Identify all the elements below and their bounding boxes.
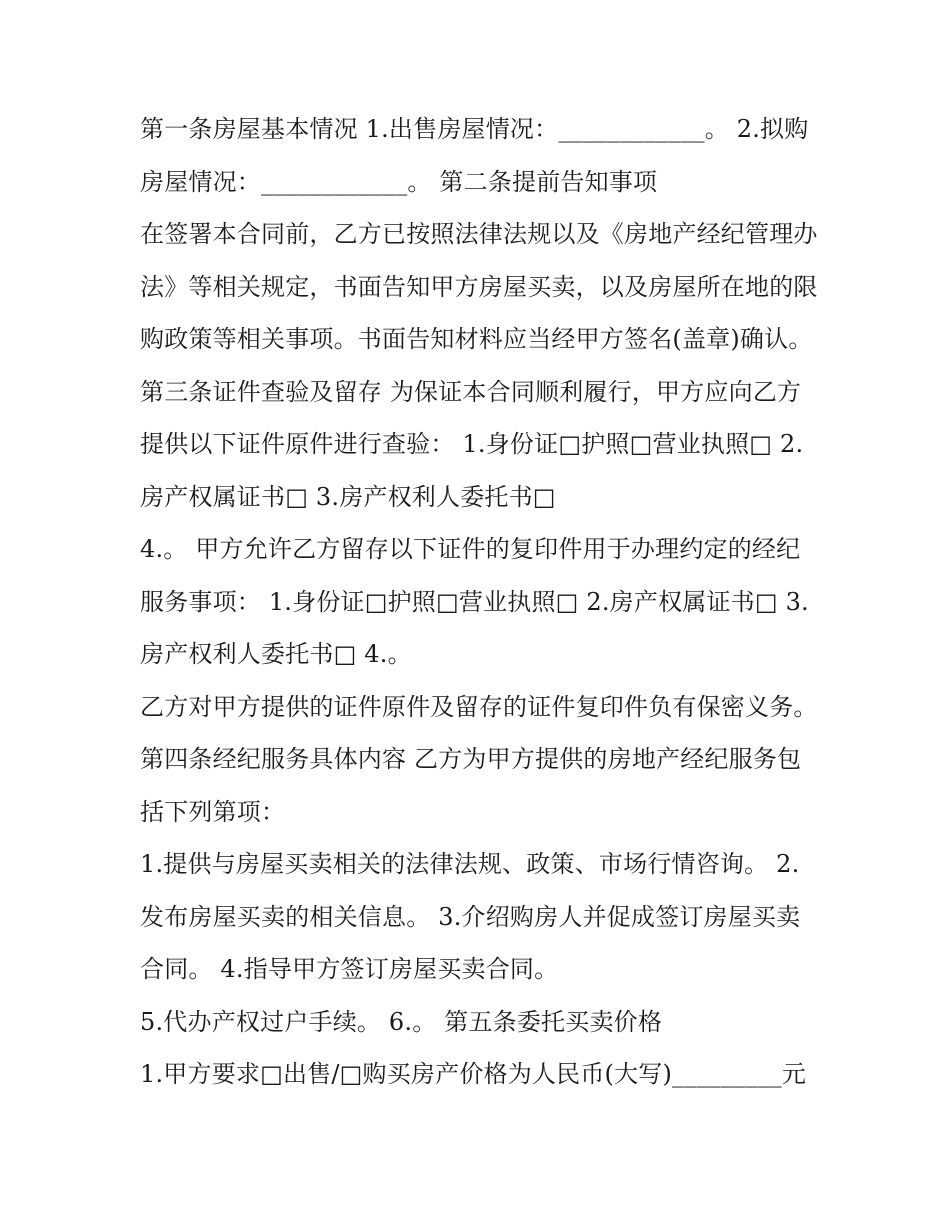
paragraph-service-items: 1.提供与房屋买卖相关的法律法规、政策、市场行情咨询。 2.发布房屋买卖的相关信息。 3.介绍购房人并促成签订房屋买卖合同。 4.指导甲方签订房屋买卖合同。 xyxy=(140,850,801,983)
document-body xyxy=(140,103,826,1101)
paragraph-price-requirement: 1.甲方要求□出售/□购买房产价格为人民币(大写)_________元 xyxy=(140,1060,807,1088)
paragraph-prior-notice: 在签署本合同前，乙方已按照法律法规以及《房地产经纪管理办法》等相关规定，书面告知甲方房屋买卖，以及房屋所在地的限购政策等相关事项。书面告知材料应当经甲方签名(盖章)确认。 xyxy=(140,220,818,353)
paragraph-document-retention: 4.。 甲方允许乙方留存以下证件的复印件用于办理约定的经纪服务事项： 1.身份证□护照□营业执照□ 2.房产权属证书□ 3.房产权利人委托书□ 4.。 xyxy=(140,535,809,668)
paragraph-confidentiality: 乙方对甲方提供的证件原件及留存的证件复印件负有保密义务。 第四条经纪服务具体内容 乙方为甲方提供的房地产经纪服务包括下列第项： xyxy=(140,692,826,826)
paragraph-property-info: 第一条房屋基本情况 1.出售房屋情况：____________。 2.拟购房屋情况：____________。 第二条提前告知事项 xyxy=(140,115,809,196)
paragraph-transfer-and-price-heading: 5.代办产权过户手续。 6.。 第五条委托买卖价格 xyxy=(140,1007,663,1036)
paragraph-document-inspection: 第三条证件查验及留存 为保证本合同顺利履行，甲方应向乙方提供以下证件原件进行查验： 1.身份证□护照□营业执照□ 2.房产权属证书□ 3.房产权利人委托书□ xyxy=(140,377,804,511)
